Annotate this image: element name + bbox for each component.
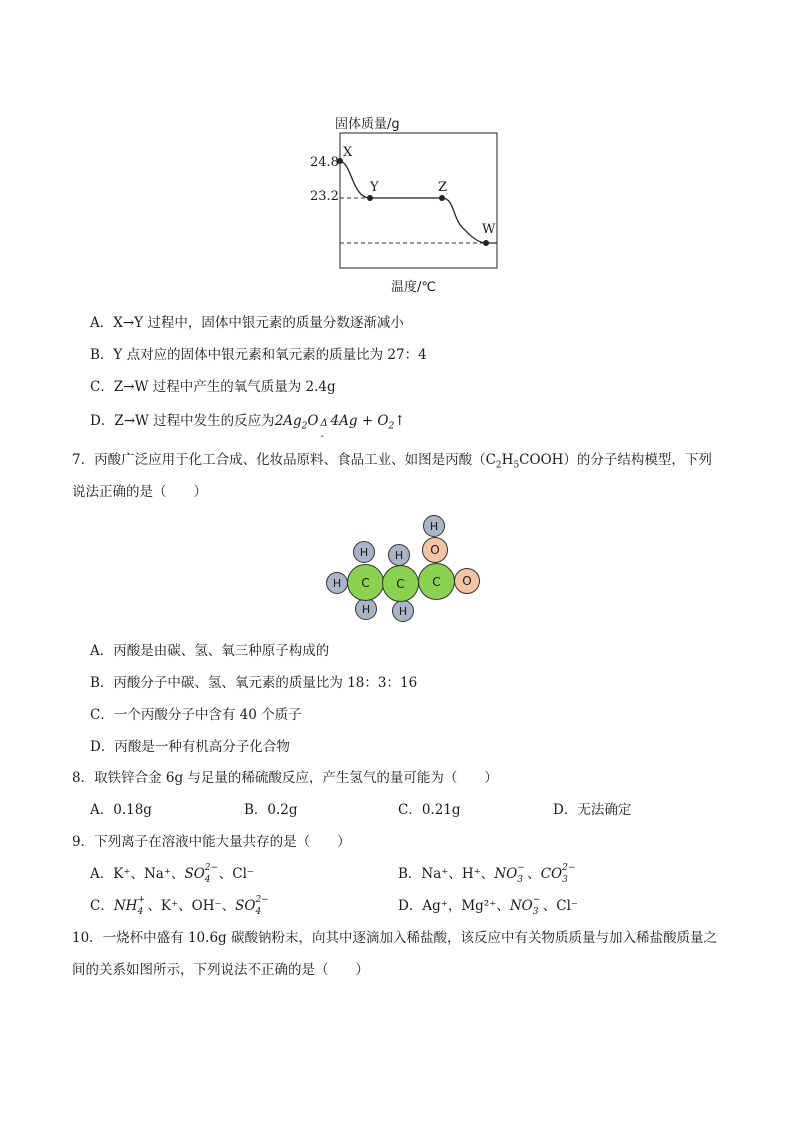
q6-option-b: B．Y 点对应的固体中银元素和氧元素的质量比为 27：4 bbox=[90, 347, 427, 363]
q8-option-b: B．0.2g bbox=[244, 802, 298, 818]
graph-xlabel: 温度/℃ bbox=[391, 280, 436, 295]
atom-o-hydroxyl: O bbox=[422, 537, 448, 563]
q6-option-a: A．X→Y 过程中，固体中银元素的质量分数逐渐减小 bbox=[90, 315, 404, 331]
atom-h-hydroxyl: H bbox=[423, 515, 445, 537]
q7-stem-line1: 7．丙酸广泛应用于化工合成、化妆品原料、食品工业、如图是丙酸$(C_2H_5COOH)$的分子结构模型，下列 bbox=[72, 452, 712, 471]
q6-eq-sub: 2 bbox=[301, 421, 308, 432]
atom-h-left: H bbox=[326, 572, 348, 594]
atom-h-bottom-1: H bbox=[355, 598, 377, 620]
q6-eq-o: O bbox=[307, 413, 319, 429]
point-w-label: W bbox=[482, 222, 496, 237]
atom-h-top-2: H bbox=[388, 544, 410, 566]
point-y-label: Y bbox=[370, 180, 379, 195]
q9-option-d: D．Ag⁺，Mg²⁺、NO − 3 、Cl⁻ bbox=[398, 895, 579, 917]
q10-stem-line2: 间的关系如图所示，下列说法不正确的是（ ） bbox=[72, 962, 369, 978]
point-w-marker bbox=[483, 240, 489, 246]
q8-option-c: C．0.21g bbox=[398, 802, 461, 818]
q6-eq-right: 4Ag + O bbox=[330, 413, 389, 429]
atom-c-2: C bbox=[382, 565, 419, 602]
point-y-marker bbox=[367, 195, 373, 201]
point-z-marker bbox=[439, 195, 445, 201]
q7-stem-line2: 说法正确的是（ ） bbox=[72, 484, 207, 500]
point-z-label: Z bbox=[438, 180, 448, 195]
tick-248: 24.8 bbox=[310, 155, 339, 170]
q6-eq-left: 2Ag bbox=[274, 413, 302, 429]
q8-option-a: A．0.18g bbox=[90, 802, 152, 818]
point-x-label: X bbox=[343, 145, 353, 160]
q9-stem: 9．下列离子在溶液中能大量共存的是（ ） bbox=[72, 834, 351, 850]
q6-eq-right-sub: 2 bbox=[388, 421, 395, 432]
q7-option-c: C．一个丙酸分子中含有 40 个质子 bbox=[90, 707, 302, 723]
q9-option-c: C．NH + 4 、K⁺、OH⁻、SO 2− 4 bbox=[90, 895, 269, 917]
atom-c-1: C bbox=[347, 564, 384, 601]
graph-ylabel: 固体质量/g bbox=[335, 117, 400, 132]
q8-option-d: D．无法确定 bbox=[553, 802, 632, 818]
q6-option-d-prefix: D．Z→W 过程中发生的反应为 bbox=[90, 413, 275, 429]
q10-stem-line1: 10．一烧杯中盛有 10.6g 碳酸钠粉末，向其中逐滴加入稀盐酸，该反应中有关物质质量与加入稀盐酸质量之 bbox=[72, 930, 717, 946]
q7-option-a: A．丙酸是由碳、氢、氧三种原子构成的 bbox=[90, 643, 330, 659]
q9-option-a: A．K⁺、Na⁺、SO 2− 4 、Cl⁻ bbox=[90, 863, 255, 885]
graph-frame bbox=[340, 133, 497, 268]
mass-curve bbox=[340, 161, 497, 243]
atom-c-3: C bbox=[418, 563, 455, 600]
q8-stem: 8．取铁锌合金 6g 与足量的稀硫酸反应，产生氢气的量可能为（ ） bbox=[72, 770, 498, 786]
q6-eq-arrow: ↑ bbox=[394, 413, 406, 429]
q9-option-b: B．Na⁺、H⁺、NO − 3 、CO 2− 3 bbox=[398, 863, 576, 885]
q6-delta: Δ bbox=[320, 418, 328, 429]
atom-h-top-1: H bbox=[353, 541, 375, 563]
atom-h-bottom-2: H bbox=[392, 600, 414, 622]
q7-option-d: D．丙酸是一种有机高分子化合物 bbox=[90, 739, 290, 755]
tick-232: 23.2 bbox=[310, 189, 339, 204]
q6-option-d: D．Z→W 过程中发生的反应为$2Ag_2O$ Δ - $4Ag + O_2↑$ bbox=[90, 413, 406, 442]
q7-option-b: B．丙酸分子中碳、氢、氧元素的质量比为 18：3：16 bbox=[90, 675, 418, 691]
atom-o-carbonyl: O bbox=[454, 568, 480, 594]
q6-option-c: C．Z→W 过程中产生的氧气质量为 2.4g bbox=[90, 379, 336, 395]
